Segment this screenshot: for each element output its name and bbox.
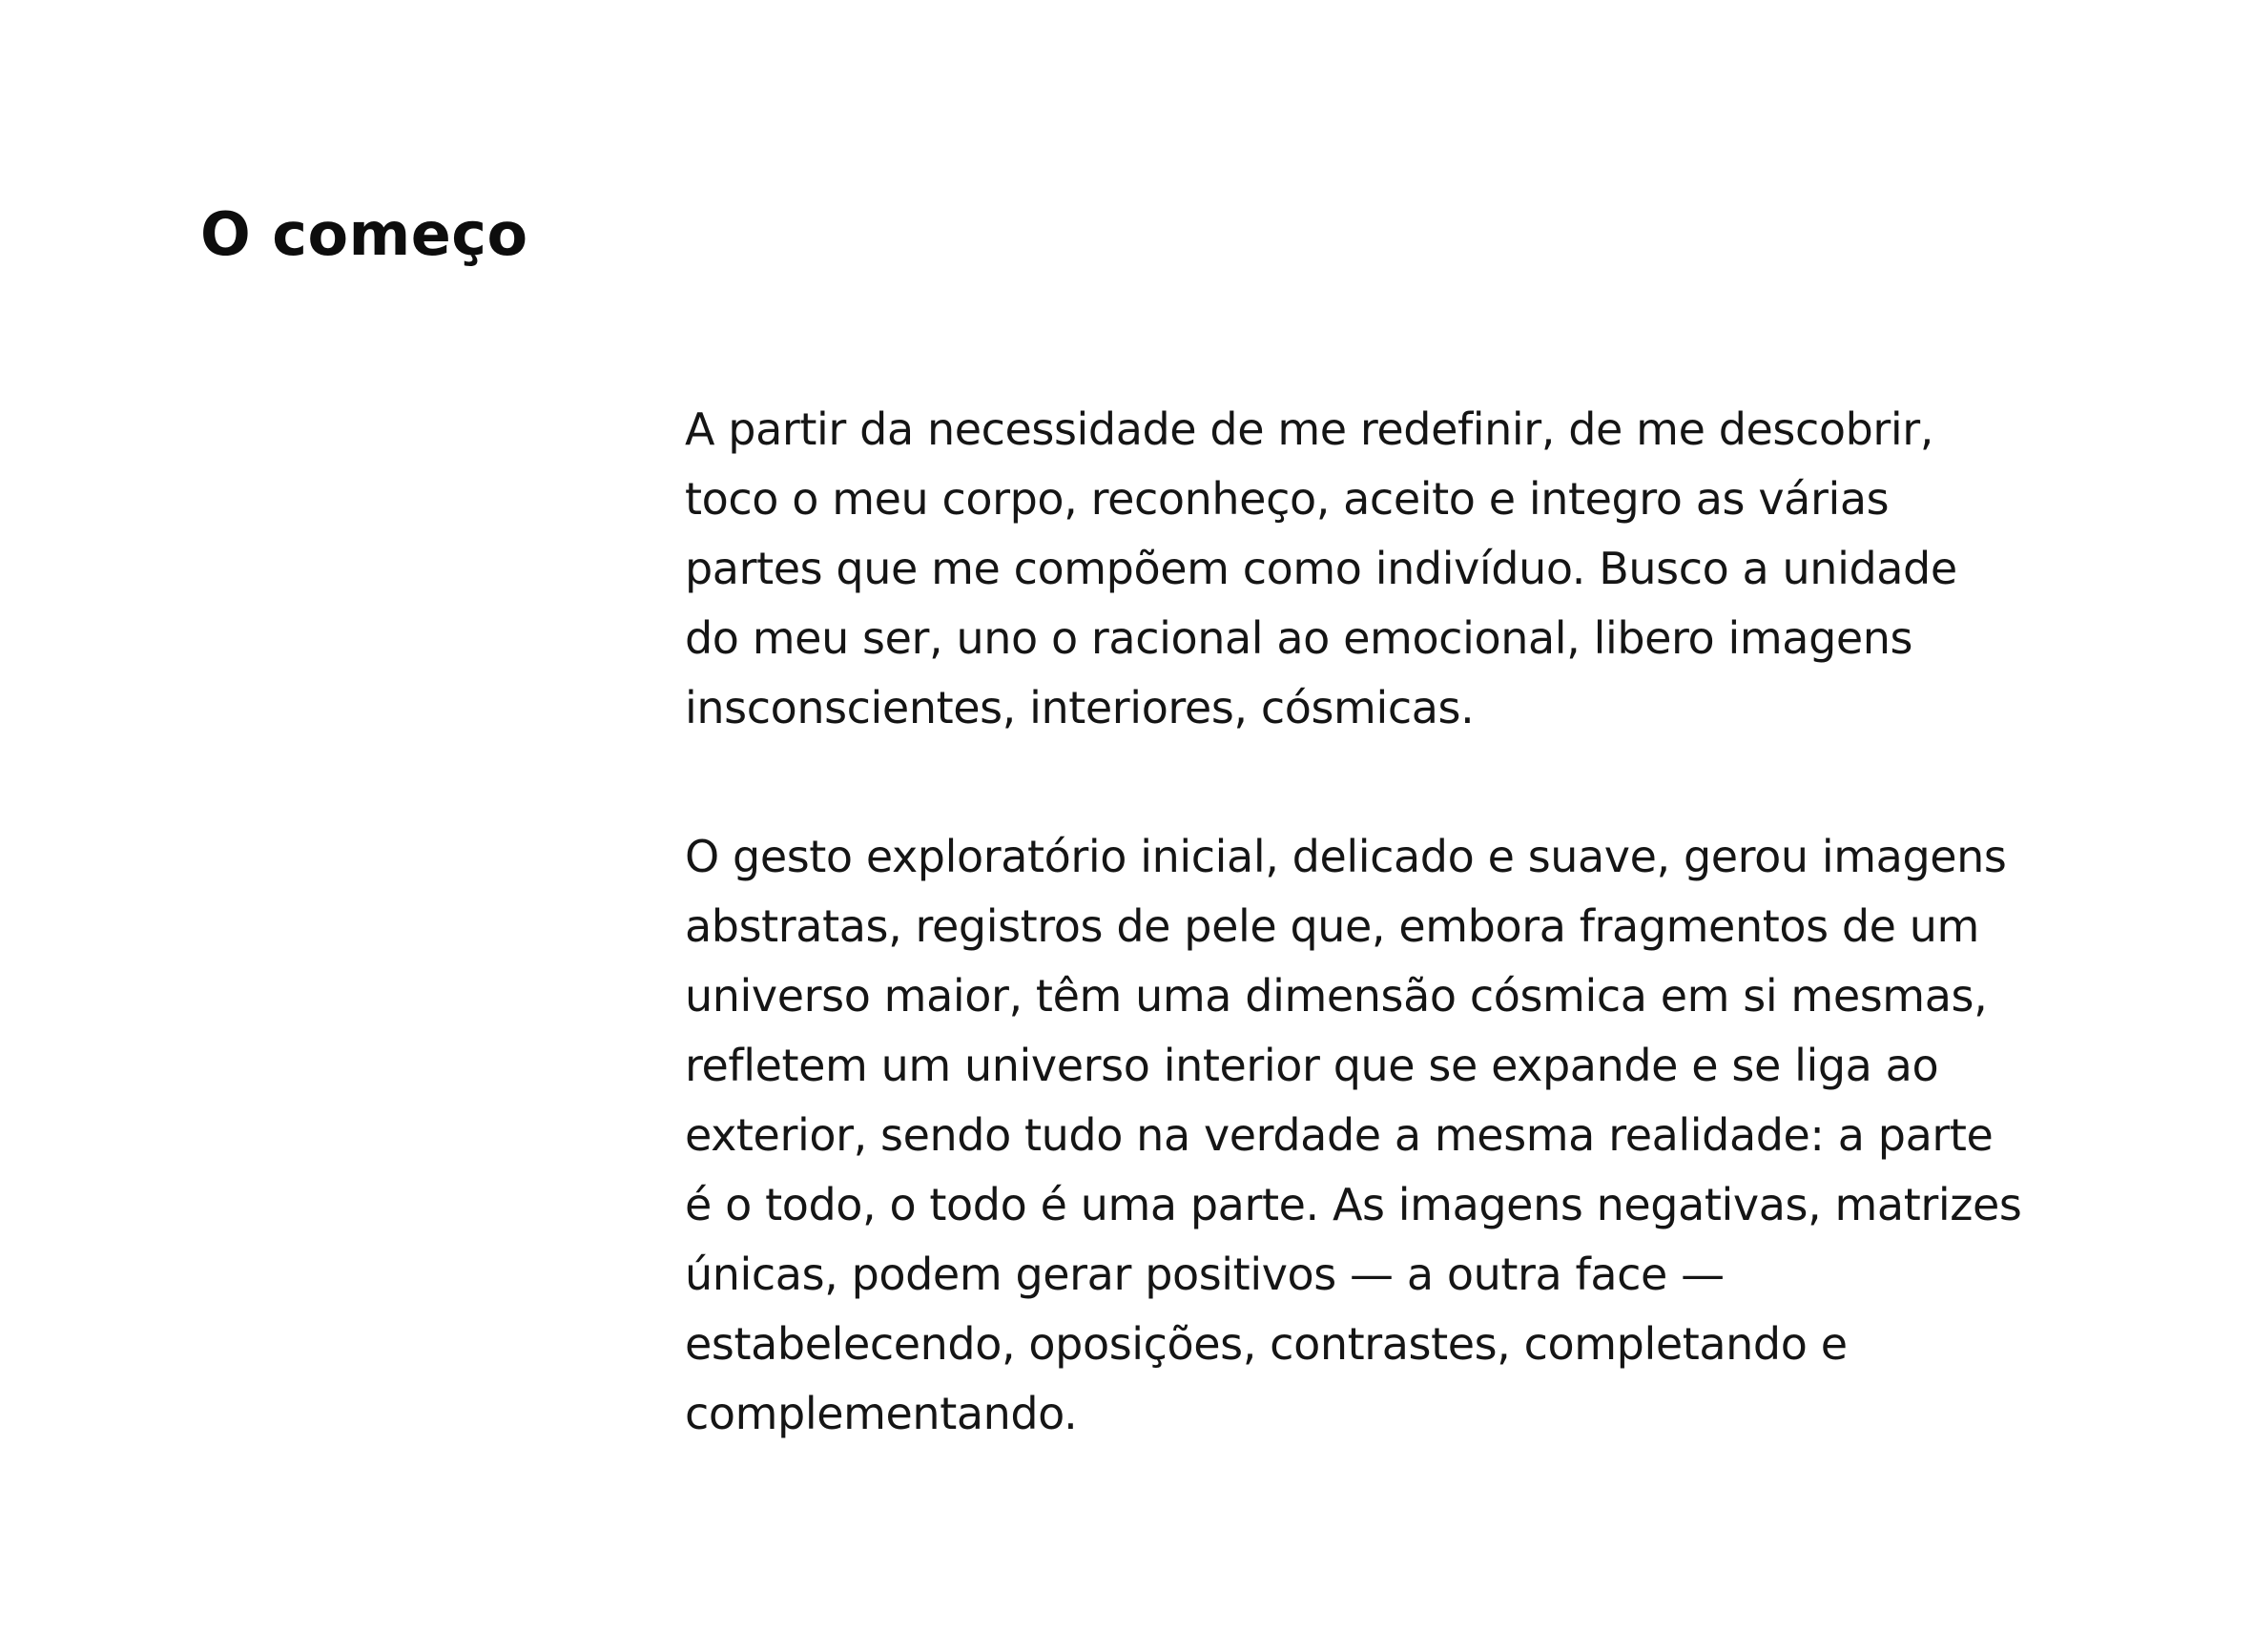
- paragraph-line: estabelecendo, oposições, contrastes, completando e: [685, 1318, 1848, 1370]
- paragraph-2: [685, 822, 2135, 1449]
- paragraph-line: exterior, sendo tudo na verdade a mesma realidade: a parte: [685, 1109, 1994, 1161]
- paragraph-line: toco o meu corpo, reconheço, aceito e integro as várias: [685, 473, 1890, 525]
- paragraph-line: do meu ser, uno o racional ao emocional, libero imagens: [685, 612, 1913, 664]
- paragraph-line: A partir da necessidade de me redefinir, de me descobrir,: [685, 403, 1934, 455]
- paragraph-line: partes que me compõem como indivíduo. Busco a unidade: [685, 543, 1957, 594]
- paragraph-line: é o todo, o todo é uma parte. As imagens negativas, matrizes: [685, 1179, 2022, 1230]
- paragraph-line: O gesto exploratório inicial, delicado e suave, gerou imagens: [685, 831, 2007, 882]
- paragraph-line: complementando.: [685, 1388, 1078, 1439]
- paragraph-line: insconscientes, interiores, cósmicas.: [685, 682, 1475, 733]
- paragraph-1: [685, 395, 2135, 743]
- paragraph-line: únicas, podem gerar positivos — a outra face —: [685, 1249, 1725, 1300]
- paragraph-line: universo maior, têm uma dimensão cósmica em si mesmas,: [685, 970, 1988, 1022]
- body-text: [685, 395, 2135, 1449]
- paragraph-line: abstratas, registros de pele que, embora fragmentos de um: [685, 900, 1979, 952]
- section-heading: O começo: [200, 199, 528, 269]
- paragraph-line: refletem um universo interior que se expande e se liga ao: [685, 1040, 1939, 1091]
